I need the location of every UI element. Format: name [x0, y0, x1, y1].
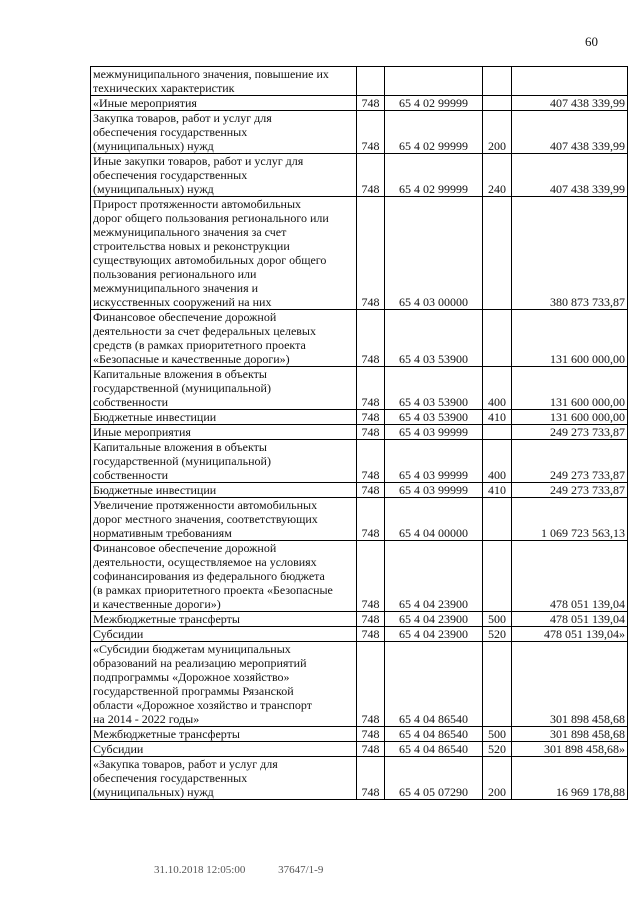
row-sum-cell: 131 600 000,00 [512, 410, 628, 425]
table-row [91, 727, 628, 742]
row-csr-cell: 65 4 04 86540 [385, 642, 483, 727]
row-ved-cell: 748 [357, 757, 385, 800]
row-csr-cell: 65 4 02 99999 [385, 154, 483, 197]
row-ved-cell: 748 [357, 612, 385, 627]
row-ved-cell: 748 [357, 96, 385, 111]
row-name-cell [91, 727, 357, 742]
row-name-text: Иные мероприятия [93, 425, 191, 439]
row-name-cell [91, 310, 357, 367]
table-row [91, 541, 628, 612]
row-sum-cell: 301 898 458,68» [512, 742, 628, 757]
row-name-cell [91, 410, 357, 425]
row-vr-cell: 500 [483, 612, 512, 627]
row-vr-cell [483, 425, 512, 440]
row-ved-cell: 748 [357, 310, 385, 367]
footer-doc-id: 37647/1-9 [278, 864, 324, 876]
row-sum-cell: 407 438 339,99 [512, 111, 628, 154]
row-ved-cell: 748 [357, 367, 385, 410]
table-row [91, 367, 628, 410]
row-name-text: Финансовое обеспечение дорожной деятельности за счет федеральных целевых средств (в рамках приоритетного проекта «Безопасные и качественные дороги») [93, 310, 316, 366]
row-ved-cell: 748 [357, 425, 385, 440]
row-name-text: «Субсидии бюджетам муниципальных образований на реализацию мероприятий подпрограммы «Дорожное хозяйство» государственной программы Рязанской области «Дорожное хозяйство и транспорт на 2014 - 2022 годы» [93, 642, 312, 726]
row-ved-cell: 748 [357, 742, 385, 757]
row-ved-cell: 748 [357, 197, 385, 310]
row-csr-cell: 65 4 04 00000 [385, 498, 483, 541]
row-name-text: «Иные мероприятия [93, 96, 197, 110]
row-name-cell [91, 742, 357, 757]
row-name-cell [91, 483, 357, 498]
table-row [91, 612, 628, 627]
table-row [91, 642, 628, 727]
row-vr-cell: 240 [483, 154, 512, 197]
table-row [91, 197, 628, 310]
row-csr-cell: 65 4 03 99999 [385, 440, 483, 483]
row-sum-cell: 249 273 733,87 [512, 483, 628, 498]
row-vr-cell: 400 [483, 367, 512, 410]
row-sum-cell: 407 438 339,99 [512, 154, 628, 197]
table-row [91, 757, 628, 800]
table-row [91, 440, 628, 483]
row-name-cell [91, 367, 357, 410]
row-name-cell [91, 440, 357, 483]
table-row [91, 310, 628, 367]
table-row [91, 96, 628, 111]
row-vr-cell: 520 [483, 742, 512, 757]
table-row [91, 498, 628, 541]
row-csr-cell: 65 4 03 53900 [385, 367, 483, 410]
row-sum-cell: 131 600 000,00 [512, 367, 628, 410]
row-name-text: Финансовое обеспечение дорожной деятельности, осуществляемое на условиях софинансирования из федерального бюджета (в рамках приоритетного проекта «Безопасные и качественные дороги») [93, 541, 333, 611]
row-sum-cell: 1 069 723 563,13 [512, 498, 628, 541]
footer-timestamp: 31.10.2018 12:05:00 [154, 864, 246, 876]
row-csr-cell: 65 4 03 53900 [385, 410, 483, 425]
row-name-cell [91, 111, 357, 154]
row-sum-cell: 380 873 733,87 [512, 197, 628, 310]
footer [154, 864, 353, 876]
row-ved-cell: 748 [357, 498, 385, 541]
row-name-text: Бюджетные инвестиции [93, 410, 217, 424]
table-row [91, 742, 628, 757]
row-name-text: Прирост протяженности автомобильных дорог общего пользования регионального или межмуниципального значения за счет строительства новых и реконструкции существующих автомобильных дорог общего пользования регионального или межмуниципального значения и искусственных сооружений на них [93, 197, 329, 309]
row-sum-cell: 301 898 458,68 [512, 642, 628, 727]
row-name-text: Капитальные вложения в объекты государственной (муниципальной) собственности [93, 440, 271, 482]
row-name-cell [91, 197, 357, 310]
row-name-text: Межбюджетные трансферты [93, 612, 240, 626]
row-name-cell [91, 541, 357, 612]
row-name-cell [91, 642, 357, 727]
row-vr-cell [483, 642, 512, 727]
row-ved-cell: 748 [357, 727, 385, 742]
row-name-text: Капитальные вложения в объекты государственной (муниципальной) собственности [93, 367, 271, 409]
row-vr-cell [483, 541, 512, 612]
row-sum-cell: 478 051 139,04 [512, 541, 628, 612]
row-csr-cell: 65 4 03 99999 [385, 425, 483, 440]
row-vr-cell: 200 [483, 111, 512, 154]
row-csr-cell: 65 4 04 86540 [385, 742, 483, 757]
row-ved-cell: 748 [357, 154, 385, 197]
row-vr-cell [483, 498, 512, 541]
row-sum-cell: 301 898 458,68 [512, 727, 628, 742]
row-name-text: Иные закупки товаров, работ и услуг для обеспечения государственных (муниципальных) нужд [93, 154, 304, 196]
row-sum-cell: 249 273 733,87 [512, 440, 628, 483]
row-name-cell [91, 425, 357, 440]
row-csr-cell: 65 4 03 53900 [385, 310, 483, 367]
row-name-cell [91, 498, 357, 541]
row-csr-cell: 65 4 04 23900 [385, 627, 483, 642]
row-csr-cell: 65 4 02 99999 [385, 111, 483, 154]
row-name-text: Закупка товаров, работ и услуг для обеспечения государственных (муниципальных) нужд [93, 111, 272, 153]
row-vr-cell: 500 [483, 727, 512, 742]
row-name-text: Бюджетные инвестиции [93, 483, 217, 497]
budget-table [90, 66, 628, 800]
page-number: 60 [585, 34, 598, 49]
row-vr-cell: 400 [483, 440, 512, 483]
row-vr-cell: 410 [483, 483, 512, 498]
row-name-cell [91, 627, 357, 642]
row-csr-cell: 65 4 04 86540 [385, 727, 483, 742]
row-name-text: Межбюджетные трансферты [93, 727, 240, 741]
budget-table-body [91, 67, 628, 800]
row-ved-cell: 748 [357, 111, 385, 154]
row-name-cell [91, 757, 357, 800]
row-ved-cell: 748 [357, 483, 385, 498]
row-vr-cell: 410 [483, 410, 512, 425]
row-vr-cell [483, 310, 512, 367]
row-ved-cell: 748 [357, 440, 385, 483]
row-vr-cell: 520 [483, 627, 512, 642]
row-csr-cell: 65 4 03 00000 [385, 197, 483, 310]
row-vr-cell: 200 [483, 757, 512, 800]
table-row [91, 111, 628, 154]
row-ved-cell: 748 [357, 627, 385, 642]
table-row [91, 627, 628, 642]
row-sum-cell: 249 273 733,87 [512, 425, 628, 440]
row-name-text: Увеличение протяженности автомобильных дорог местного значения, соответствующих нормативным требованиям [93, 498, 318, 540]
row-ved-cell: 748 [357, 410, 385, 425]
row-name-cell [91, 96, 357, 111]
row-name-text: Субсидии [93, 742, 144, 756]
row-sum-cell: 16 969 178,88 [512, 757, 628, 800]
row-name-cell [91, 67, 357, 96]
row-csr-cell: 65 4 05 07290 [385, 757, 483, 800]
table-row [91, 154, 628, 197]
row-sum-cell [512, 67, 628, 96]
table-row [91, 67, 628, 96]
table-row [91, 425, 628, 440]
row-sum-cell: 478 051 139,04» [512, 627, 628, 642]
table-row [91, 483, 628, 498]
row-csr-cell [385, 67, 483, 96]
row-sum-cell: 407 438 339,99 [512, 96, 628, 111]
row-name-text: «Закупка товаров, работ и услуг для обеспечения государственных (муниципальных) нужд [93, 757, 278, 799]
row-name-text: Субсидии [93, 627, 144, 641]
row-csr-cell: 65 4 04 23900 [385, 541, 483, 612]
row-csr-cell: 65 4 04 23900 [385, 612, 483, 627]
table-row [91, 410, 628, 425]
row-ved-cell [357, 67, 385, 96]
row-ved-cell: 748 [357, 642, 385, 727]
row-name-cell [91, 154, 357, 197]
row-csr-cell: 65 4 03 99999 [385, 483, 483, 498]
row-name-text: межмуниципального значения, повышение их технических характеристик [93, 67, 329, 95]
row-sum-cell: 131 600 000,00 [512, 310, 628, 367]
row-vr-cell [483, 96, 512, 111]
row-vr-cell [483, 67, 512, 96]
row-csr-cell: 65 4 02 99999 [385, 96, 483, 111]
row-ved-cell: 748 [357, 541, 385, 612]
row-sum-cell: 478 051 139,04 [512, 612, 628, 627]
row-name-cell [91, 612, 357, 627]
row-vr-cell [483, 197, 512, 310]
